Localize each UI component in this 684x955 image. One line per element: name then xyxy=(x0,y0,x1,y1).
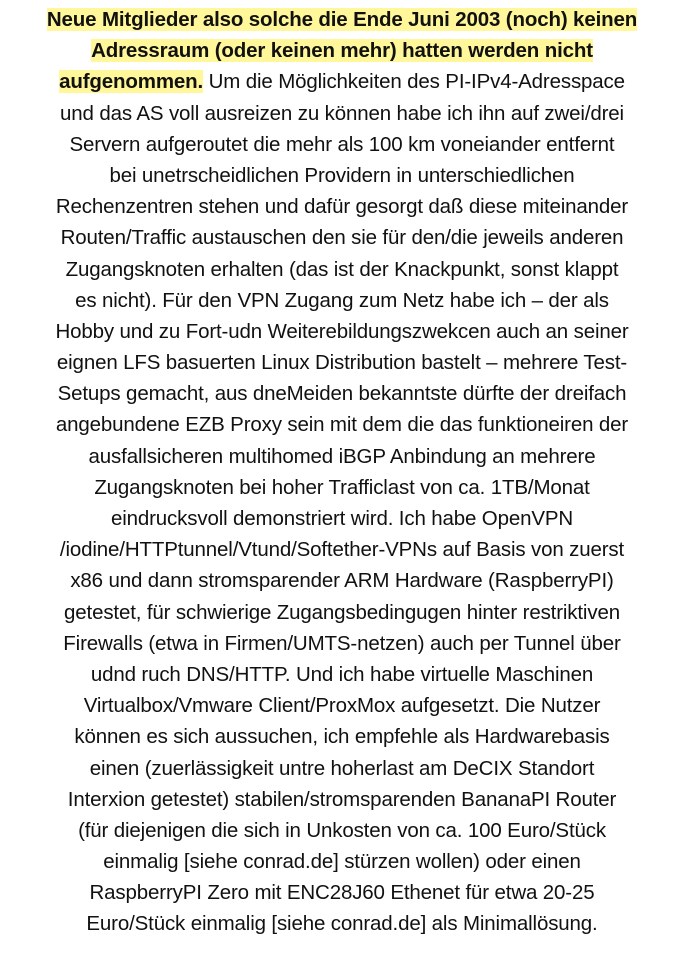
body-paragraph xyxy=(0,4,684,940)
highlighted-text: Adressraum (oder keinen mehr) hatten werden nicht xyxy=(91,39,593,63)
plain-text: Servern aufgeroutet die mehr als 100 km voneiander entfernt xyxy=(69,132,615,156)
text-line xyxy=(0,565,684,596)
text-line xyxy=(0,846,684,877)
plain-text: eindrucksvoll demonstriert wird. Ich habe OpenVPN xyxy=(110,507,574,530)
plain-text: eignen LFS basuerten Linux Distribution bastelt – mehrere Test- xyxy=(56,351,628,375)
text-line xyxy=(0,534,684,565)
text-line xyxy=(0,503,684,534)
text-line xyxy=(0,316,684,347)
highlighted-text: Neue Mitglieder also solche die Ende Juni 2003 (noch) keinen xyxy=(46,8,638,31)
plain-text: Setups gemacht, aus dneMeiden bekanntste dürfte der dreifach xyxy=(57,382,627,406)
plain-text: (für diejenigen die sich in Unkosten von ca. 100 Euro/Stück xyxy=(78,818,606,842)
text-line xyxy=(0,66,684,97)
text-line xyxy=(0,815,684,846)
text-line xyxy=(0,721,684,752)
text-line xyxy=(0,347,684,378)
plain-text: /iodine/HTTPtunnel/Vtund/Softether-VPNs auf Basis von zuerst xyxy=(59,538,625,562)
plain-text: getestet, für schwierige Zugangsbedingugen hinter restriktiven xyxy=(64,600,620,624)
plain-text: RaspberryPI Zero mit ENC28J60 Ethenet für etwa 20-25 xyxy=(89,881,595,905)
text-line xyxy=(0,877,684,908)
plain-text: Zugangsknoten bei hoher Trafficlast von ca. 1TB/Monat xyxy=(94,475,590,499)
plain-text: Routen/Traffic austauschen den sie für den/die jeweils anderen xyxy=(60,226,624,250)
text-line xyxy=(0,285,684,316)
plain-text: x86 und dann stromsparender ARM Hardware (RaspberryPI) xyxy=(70,569,614,593)
text-line xyxy=(0,441,684,472)
text-line xyxy=(0,690,684,721)
text-line xyxy=(0,129,684,160)
plain-text: einmalig [siehe conrad.de] stürzen wollen) oder einen xyxy=(103,850,581,874)
plain-text: es nicht). Für den VPN Zugang zum Netz habe ich – der als xyxy=(75,288,609,312)
text-line xyxy=(0,160,684,191)
plain-text: udnd ruch DNS/HTTP. Und ich habe virtuelle Maschinen xyxy=(90,662,594,686)
plain-text: können es sich aussuchen, ich empfehle als Hardwarebasis xyxy=(74,725,610,749)
text-line xyxy=(0,222,684,253)
plain-text: Firewalls (etwa in Firmen/UMTS-netzen) auch per Tunnel über xyxy=(63,631,621,655)
text-line xyxy=(0,35,684,66)
plain-text: und das AS voll ausreizen zu können habe ich ihn auf zwei/drei xyxy=(60,101,624,125)
text-line xyxy=(0,628,684,659)
highlighted-text: aufgenommen. xyxy=(59,70,204,94)
text-line xyxy=(0,659,684,690)
text-line xyxy=(0,98,684,129)
text-line xyxy=(0,4,684,35)
plain-text: Virtualbox/Vmware Client/ProxMox aufgesetzt. Die Nutzer xyxy=(83,694,601,718)
plain-text: Um die Möglichkeiten des PI-IPv4-Adresspace xyxy=(203,70,625,94)
plain-text: bei unetrscheidlichen Providern in unterschiedlichen xyxy=(109,163,575,187)
plain-text: Interxion getestet) stabilen/stromsparenden BananaPI Router xyxy=(67,787,617,811)
text-line xyxy=(0,409,684,440)
plain-text: ausfallsicheren multihomed iBGP Anbindung an mehrere xyxy=(88,444,596,468)
plain-text: einen (zuerlässigkeit untre hoherlast am DeCIX Standort xyxy=(89,756,595,780)
text-line xyxy=(0,254,684,285)
plain-text: Hobby und zu Fort-udn Weiterebildungszwekcen auch an seiner xyxy=(55,319,629,343)
text-line xyxy=(0,784,684,815)
text-line xyxy=(0,753,684,784)
plain-text: Euro/Stück einmalig [siehe conrad.de] als Minimallösung. xyxy=(86,912,598,936)
text-line xyxy=(0,908,684,939)
text-line xyxy=(0,378,684,409)
plain-text: Zugangsknoten erhalten (das ist der Knackpunkt, sonst klappt xyxy=(65,257,619,281)
text-line xyxy=(0,191,684,222)
plain-text: Rechenzentren stehen und dafür gesorgt daß diese miteinander xyxy=(55,195,629,219)
text-line xyxy=(0,472,684,503)
text-line xyxy=(0,597,684,628)
plain-text: angebundene EZB Proxy sein mit dem die das funktioneiren der xyxy=(55,413,629,437)
